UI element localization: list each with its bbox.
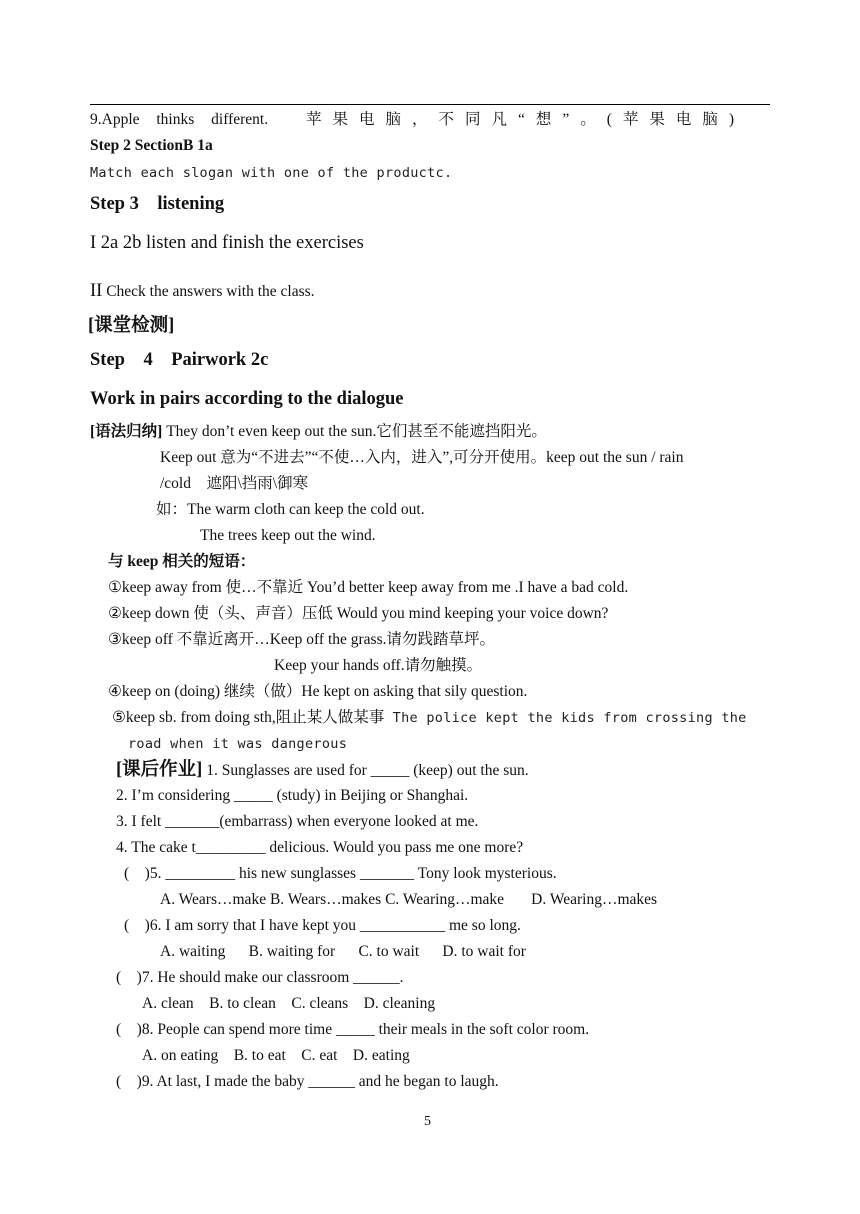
homework-q1: 1. Sunglasses are used for _____ (keep) out the sun. — [202, 762, 529, 779]
phrase-item-5-en: The police kept the kids from crossing the — [384, 710, 747, 726]
item-9-en: 9.Apple thinks different. — [90, 111, 269, 128]
phrase-item-1: ①keep away from 使…不靠近 You’d better keep away from me .I have a bad cold. — [108, 579, 629, 596]
homework-q5-options: A. Wears…make B. Wears…makes C. Wearing…make D. Wearing…makes — [160, 891, 658, 908]
homework-line — [116, 760, 529, 781]
page-number: 5 — [424, 1114, 431, 1129]
homework-q9: ( )9. At last, I made the baby ______ and he began to laugh. — [116, 1073, 499, 1090]
homework-q6: ( )6. I am sorry that I have kept you ___________ me so long. — [124, 917, 521, 934]
step3-line1: I 2a 2b listen and finish the exercises — [90, 233, 364, 253]
phrase-item-5-cn: ⑤keep sb. from doing sth,阻止某人做某事 — [112, 709, 385, 726]
homework-q4: 4. The cake t_________ delicious. Would you pass me one more? — [116, 839, 524, 856]
phrase-item-4: ④keep on (doing) 继续（做）He kept on asking that sily question. — [108, 683, 528, 700]
homework-q7-options: A. clean B. to clean C. cleans D. cleaning — [142, 995, 436, 1012]
item-9-cn: 苹果电脑，不同凡“想”。(苹果电脑) — [306, 111, 746, 128]
grammar-example-2: The trees keep out the wind. — [200, 527, 376, 544]
homework-q5: ( )5. _________ his new sunglasses _______ Tony look mysterious. — [124, 865, 557, 882]
step2-heading: Step 2 SectionB 1a — [90, 137, 213, 154]
example-1-text: The warm cloth can keep the cold out. — [187, 501, 425, 518]
grammar-sentence: They don’t even keep out the sun.它们甚至不能遮挡阳光。 — [162, 423, 547, 440]
header-rule — [90, 104, 770, 105]
work-in-pairs-heading: Work in pairs according to the dialogue — [90, 389, 404, 409]
homework-q6-options: A. waiting B. waiting for C. to wait D. to wait for — [160, 943, 526, 960]
step2-instruction: Match each slogan with one of the productc. — [90, 165, 453, 181]
step4-heading: Step 4 Pairwork 2c — [90, 350, 269, 370]
phrase-item-5 — [112, 708, 747, 728]
grammar-explain-2: /cold 遮阳\挡雨\御寒 — [160, 475, 309, 492]
step3-line2-text: Check the answers with the class. — [102, 283, 315, 300]
step3-heading: Step 3 listening — [90, 194, 225, 214]
homework-q8: ( )8. People can spend more time _____ their meals in the soft color room. — [116, 1021, 590, 1038]
roman-numeral-two: II — [90, 281, 103, 301]
homework-label: [课后作业] — [116, 760, 203, 780]
homework-q2: 2. I’m considering _____ (study) in Beijing or Shanghai. — [116, 787, 469, 804]
grammar-explain-1: Keep out 意为“不进去”“不使…入内，进入”,可分开使用。keep out the sun / rain — [160, 449, 684, 466]
grammar-line — [90, 422, 547, 442]
phrase-item-3-example: Keep your hands off.请勿触摸。 — [274, 657, 483, 674]
grammar-label: [语法归纳] — [90, 423, 163, 440]
phrase-item-2: ②keep down 使（头、声音）压低 Would you mind keeping your voice down? — [108, 605, 609, 622]
phrases-title: 与 keep 相关的短语： — [108, 553, 256, 570]
grammar-example-1 — [156, 500, 425, 520]
phrase-item-3: ③keep off 不靠近离开…Keep off the grass.请勿践踏草坪。 — [108, 631, 495, 648]
step3-line2 — [90, 281, 315, 302]
homework-q8-options: A. on eating B. to eat C. eat D. eating — [142, 1047, 410, 1064]
example-label: 如： — [156, 501, 188, 518]
class-check-heading: [课堂检测] — [88, 316, 175, 336]
phrase-item-5-en-cont: road when it was dangerous — [128, 736, 348, 752]
homework-q7: ( )7. He should make our classroom ______. — [116, 969, 404, 986]
homework-q3: 3. I felt _______(embarrass) when everyone looked at me. — [116, 813, 479, 830]
item-9-line — [90, 110, 772, 130]
